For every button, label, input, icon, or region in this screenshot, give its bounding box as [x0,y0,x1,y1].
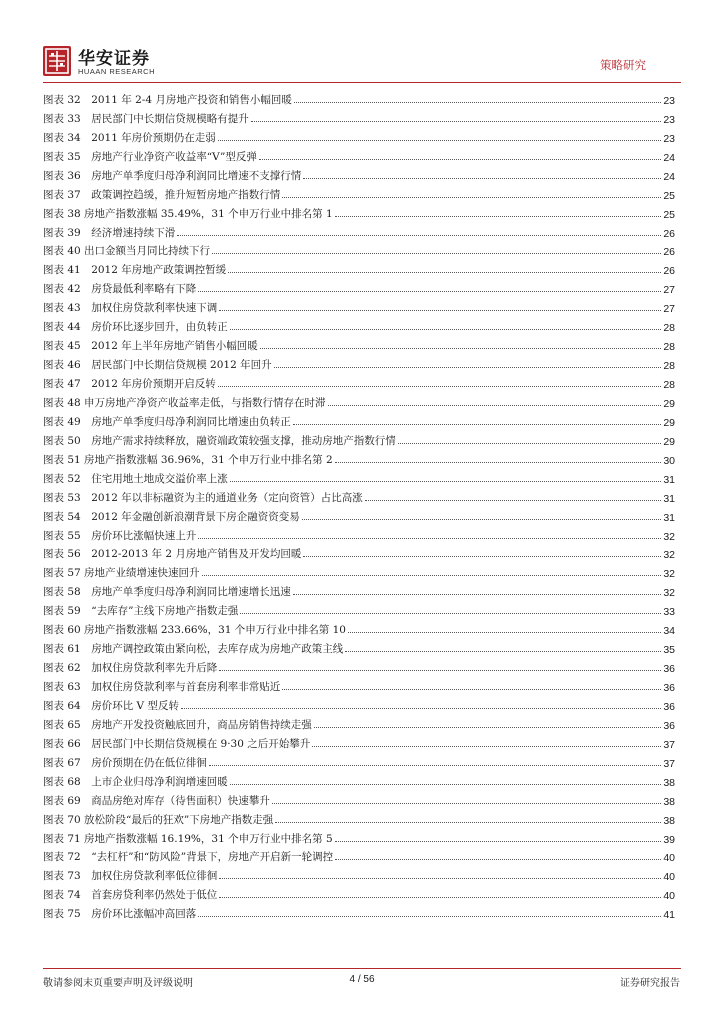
toc-entry-page: 35 [663,644,675,657]
toc-entry[interactable] [43,391,675,410]
toc-entry[interactable] [43,864,675,883]
toc-dot-leader [303,178,661,179]
toc-dot-leader [177,235,661,236]
toc-entry-page: 29 [663,397,675,410]
toc-entry-page: 36 [663,700,675,713]
toc-dot-leader [228,272,661,273]
toc-entry-page: 24 [663,151,675,164]
toc-entry[interactable] [43,410,675,429]
toc-entry-label: 图表 52 住宅用地土地成交溢价率上涨 [43,472,228,485]
toc-entry-page: 28 [663,379,675,391]
toc-dot-leader [282,689,661,690]
company-logo-icon [43,46,71,76]
toc-entry-label: 图表 67 房价预期在仍在低位徘徊 [43,756,207,769]
toc-dot-leader [294,102,661,103]
toc-entry[interactable] [43,902,675,921]
toc-entry-label: 图表 71 房地产指数涨幅 16.19%，31 个申万行业中排名第 5 [43,832,333,845]
toc-entry[interactable] [43,372,675,391]
toc-dot-leader [251,121,662,122]
toc-entry-label: 图表 46 居民部门中长期信贷规模 2012 年回升 [43,359,272,372]
toc-entry[interactable] [43,846,675,865]
toc-entry-label: 图表 39 经济增速持续下滑 [43,226,176,239]
page-number: 4 / 56 [349,974,375,985]
toc-entry[interactable] [43,183,675,202]
toc-dot-leader [198,538,661,539]
toc-entry[interactable] [43,656,675,675]
toc-dot-leader [398,443,662,444]
toc-entry-page: 32 [663,549,675,562]
toc-entry-label: 图表 61 房地产调控政策由紧向松，去库存成为房地产政策主线 [43,643,344,656]
toc-entry-label: 图表 32 2011 年 2-4 月房地产投资和销售小幅回暖 [43,93,292,106]
toc-dot-leader [335,841,662,842]
toc-entry[interactable] [43,486,675,505]
toc-entry-label: 图表 41 2012 年房地产政策调控暂缓 [43,264,227,277]
toc-entry-page: 40 [663,871,675,884]
toc-entry-label: 图表 43 加权住房贷款利率快速下调 [43,302,218,315]
toc-entry-label: 图表 48 申万房地产净资产收益率走低，与指数行情存在时滞 [43,396,326,409]
toc-entry-page: 26 [663,227,675,240]
toc-entry-page: 26 [663,265,675,278]
toc-entry-label: 图表 49 房地产单季度归母净利润同比增速由负转正 [43,415,291,428]
toc-entry-label: 图表 62 加权住房贷款利率先升后降 [43,662,218,675]
toc-entry[interactable] [43,637,675,656]
toc-entry-label: 图表 50 房地产需求持续释放，融资端政策较强支撑，推动房地产指数行情 [43,434,396,447]
report-type-label: 策略研究 [600,58,646,72]
toc-entry-page: 37 [663,757,675,770]
toc-dot-leader [293,424,662,425]
toc-dot-leader [218,386,662,387]
toc-entry-label: 图表 74 首套房贷利率仍然处于低位 [43,889,218,902]
toc-entry-label: 图表 44 房价环比逐步回升，由负转正 [43,321,228,334]
toc-entry-page: 25 [663,208,675,221]
toc-dot-leader [303,556,661,557]
footer-divider [43,968,681,969]
toc-entry-page: 34 [663,625,675,638]
toc-entry[interactable] [43,164,675,183]
toc-entry[interactable] [43,694,675,713]
toc-entry-label: 图表 51 房地产指数涨幅 36.96%，31 个申万行业中排名第 2 [43,453,333,466]
toc-entry-page: 26 [663,246,675,259]
toc-entry[interactable] [43,599,675,618]
toc-dot-leader [335,216,662,217]
toc-entry[interactable] [43,543,675,562]
toc-entry-label: 图表 60 房地产指数涨幅 233.66%，31 个申万行业中排名第 10 [43,624,346,637]
toc-entry[interactable] [43,505,675,524]
toc-entry-page: 40 [663,890,675,903]
toc-entry[interactable] [43,296,675,315]
toc-entry-label: 图表 38 房地产指数涨幅 35.49%，31 个申万行业中排名第 1 [43,207,333,220]
toc-entry[interactable] [43,258,675,277]
toc-entry[interactable] [43,126,675,145]
toc-entry[interactable] [43,883,675,902]
toc-dot-leader [230,481,662,482]
toc-dot-leader [348,632,661,633]
toc-entry[interactable] [43,277,675,296]
toc-entry-page: 24 [663,170,675,183]
toc-entry-label: 图表 70 放松阶段“最后的狂欢”下房地产指数走强 [43,813,274,826]
toc-entry[interactable] [43,770,675,789]
toc-entry-label: 图表 64 房价环比 V 型反转 [43,699,179,712]
toc-entry[interactable] [43,334,675,353]
toc-entry-page: 32 [663,587,675,600]
toc-dot-leader [240,613,661,614]
toc-dot-leader [209,765,662,766]
toc-entry-label: 图表 73 加权住房贷款利率低位徘徊 [43,870,218,883]
toc-entry[interactable] [43,145,675,164]
toc-entry-page: 28 [663,360,675,373]
toc-entry-page: 36 [663,663,675,676]
toc-entry-page: 41 [663,909,675,922]
toc-entry-page: 23 [663,113,675,126]
toc-dot-leader [230,784,662,785]
toc-entry-label: 图表 34 2011 年房价预期仍在走弱 [43,131,216,144]
toc-entry[interactable] [43,240,675,259]
toc-entry-page: 39 [663,833,675,846]
toc-entry[interactable] [43,467,675,486]
toc-entry[interactable] [43,221,675,240]
toc-entry-label: 图表 68 上市企业归母净利润增速回暖 [43,775,228,788]
toc-entry-label: 图表 53 2012 年以非标融资为主的通道业务（定向资管）占比高涨 [43,491,363,504]
toc-entry-page: 29 [663,435,675,448]
toc-entry-label: 图表 72 “去杠杆”和“防风险”背景下，房地产开启新一轮调控 [43,851,334,864]
toc-dot-leader [272,803,662,804]
toc-entry-page: 40 [663,852,675,865]
toc-entry-page: 23 [663,94,675,107]
toc-entry[interactable] [43,353,675,372]
toc-entry-label: 图表 45 2012 年上半年房地产销售小幅回暖 [43,340,258,353]
toc-dot-leader [198,291,661,292]
toc-entry[interactable] [43,675,675,694]
toc-entry-label: 图表 65 房地产开发投资触底回升，商品房销售持续走强 [43,718,312,731]
toc-entry-page: 36 [663,682,675,694]
toc-entry-page: 31 [663,473,675,486]
toc-entry-label: 图表 57 房地产业绩增速快速回升 [43,567,200,580]
toc-entry-label: 图表 66 居民部门中长期信贷规模在 9·30 之后开始攀升 [43,737,311,750]
toc-dot-leader [259,159,661,160]
toc-entry-page: 27 [663,284,675,297]
toc-entry-page: 37 [663,738,675,751]
toc-entry-page: 36 [663,719,675,732]
toc-entry-page: 23 [663,132,675,145]
toc-entry-page: 29 [663,416,675,429]
toc-entry[interactable] [43,448,675,467]
toc-entry-page: 38 [663,776,675,789]
toc-entry-page: 32 [663,530,675,543]
toc-entry[interactable] [43,202,675,221]
toc-dot-leader [202,575,662,576]
toc-dot-leader [219,897,661,898]
figure-index-list [43,88,675,921]
toc-entry[interactable] [43,618,675,637]
toc-entry[interactable] [43,732,675,751]
toc-entry-label: 图表 58 房地产单季度归母净利润同比增速增长迅速 [43,586,291,599]
toc-dot-leader [219,310,661,311]
toc-dot-leader [230,329,662,330]
toc-entry-page: 38 [663,814,675,827]
toc-entry-label: 图表 42 房贷最低利率略有下降 [43,283,197,296]
toc-entry-page: 31 [663,492,675,505]
toc-dot-leader [328,405,662,406]
toc-dot-leader [314,727,662,728]
toc-entry-label: 图表 69 商品房绝对库存（待售面积）快速攀升 [43,794,270,807]
toc-entry-label: 图表 35 房地产行业净资产收益率“V”型反弹 [43,150,257,163]
toc-entry-page: 28 [663,322,675,335]
toc-entry-page: 25 [663,189,675,202]
toc-dot-leader [335,859,661,860]
toc-dot-leader [274,367,662,368]
toc-entry[interactable] [43,827,675,846]
company-name: 华安证券 [78,49,150,69]
toc-entry-page: 30 [663,454,675,467]
toc-dot-leader [212,253,661,254]
toc-entry-label: 图表 47 2012 年房价预期开启反转 [43,378,216,390]
toc-entry-label: 图表 36 房地产单季度归母净利润同比增速不支撑行情 [43,169,302,182]
toc-dot-leader [335,462,662,463]
toc-entry[interactable] [43,524,675,543]
toc-entry[interactable] [43,429,675,448]
toc-entry-page: 31 [663,511,675,524]
toc-entry[interactable] [43,315,675,334]
toc-entry-label: 图表 56 2012-2013 年 2 月房地产销售及开发均回暖 [43,548,302,561]
toc-entry[interactable] [43,713,675,732]
toc-entry-label: 图表 63 加权住房贷款利率与首套房利率非常贴近 [43,681,281,693]
toc-entry[interactable] [43,107,675,126]
toc-entry-label: 图表 54 2012 年金融创新浪潮背景下房企融资资变易 [43,510,300,523]
toc-entry-label: 图表 59 “去库存”主线下房地产指数走强 [43,605,239,618]
toc-dot-leader [312,746,661,747]
toc-entry-page: 33 [663,606,675,619]
toc-entry-label: 图表 75 房价环比涨幅冲高回落 [43,908,197,921]
footer-disclaimer: 敬请参阅末页重要声明及评级说明 [43,978,193,989]
toc-dot-leader [302,519,662,520]
toc-dot-leader [218,140,662,141]
toc-entry[interactable] [43,561,675,580]
toc-entry-label: 图表 33 居民部门中长期信贷规模略有提升 [43,112,249,125]
toc-dot-leader [275,822,661,823]
company-name-english: HUAAN RESEARCH [78,67,156,76]
header-divider [43,82,681,83]
toc-entry-page: 28 [663,341,675,354]
toc-dot-leader [181,708,661,709]
toc-entry-page: 38 [663,795,675,808]
toc-dot-leader [293,594,662,595]
toc-entry[interactable] [43,751,675,770]
toc-dot-leader [365,500,662,501]
toc-dot-leader [219,670,661,671]
toc-dot-leader [219,878,661,879]
toc-entry[interactable] [43,789,675,808]
toc-entry-page: 32 [663,568,675,581]
page-header [0,0,724,84]
toc-entry-label: 图表 37 政策调控趋缓，推升短暂房地产指数行情 [43,188,281,201]
footer-doc-type: 证券研究报告 [620,978,680,989]
toc-dot-leader [345,651,661,652]
toc-entry[interactable] [43,808,675,827]
toc-dot-leader [260,348,662,349]
toc-entry[interactable] [43,580,675,599]
toc-entry-label: 图表 40 出口金额当月同比持续下行 [43,245,211,258]
toc-entry[interactable] [43,88,675,107]
toc-dot-leader [282,197,661,198]
toc-dot-leader [198,916,661,917]
toc-entry-page: 27 [663,303,675,316]
toc-entry-label: 图表 55 房价环比涨幅快速上升 [43,529,197,542]
